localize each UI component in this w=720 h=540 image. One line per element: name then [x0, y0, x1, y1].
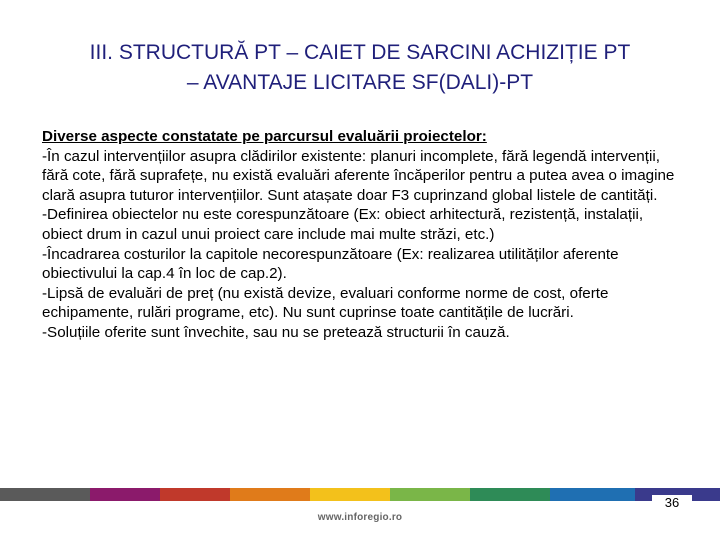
slide-title-line-2: – AVANTAJE LICITARE SF(DALI)-PT — [186, 71, 534, 94]
footer-bar-segment — [90, 488, 160, 501]
footer-color-bar — [0, 488, 720, 501]
footer-bar-segment — [390, 488, 470, 501]
body-paragraph-4: -Lipsă de evaluări de preț (nu există devize, evaluari conforme norme de cost, oferte echipamente, rulări programe, etc). Nu sunt cuprinse toate cantitățile de lucrări. — [42, 284, 609, 322]
body-heading: Diverse aspecte constatate pe parcursul evaluării proiectelor: — [42, 128, 487, 145]
body-paragraph-3: -Încadrarea costurilor la capitole necorespunzătoare (Ex: realizarea utilităților aferente obiectivului la cap.4 în loc de cap.2). — [42, 245, 619, 283]
page-number: 36 — [652, 495, 692, 511]
body-paragraph-5: -Soluțiile oferite sunt învechite, sau nu se pretează structurii în cauză. — [42, 323, 510, 341]
footer-bar-segment — [470, 488, 550, 501]
slide-body — [42, 127, 682, 343]
footer-bar-segment — [0, 488, 90, 501]
body-paragraph-2: -Definirea obiectelor nu este corespunzătoare (Ex: obiect arhitectură, rezistență, instalații, obiect drum in cazul unui proiect care include mai multe străzi, etc.) — [42, 206, 644, 243]
slide-title — [30, 38, 690, 98]
slide-title-line-1: III. STRUCTURĂ PT – CAIET DE SARCINI ACHIZIȚIE PT — [89, 41, 631, 64]
footer-bar-segment — [160, 488, 230, 501]
body-paragraph-1: -În cazul intervențiilor asupra clădirilor existente: planuri incomplete, fără legendă intervenții, fără cote, fără suprafețe, nu există evaluări aferente încăperilor pentru a putea avea o imagine clară asupra tuturor intervențiilor. Sunt atașate doar F3 cuprinzand global listele de cantități. — [42, 147, 675, 204]
footer-bar-segment — [230, 488, 310, 501]
website-url: www.inforegio.ro — [317, 512, 403, 523]
footer-bar-segment — [550, 488, 635, 501]
footer-bar-segment — [310, 488, 390, 501]
